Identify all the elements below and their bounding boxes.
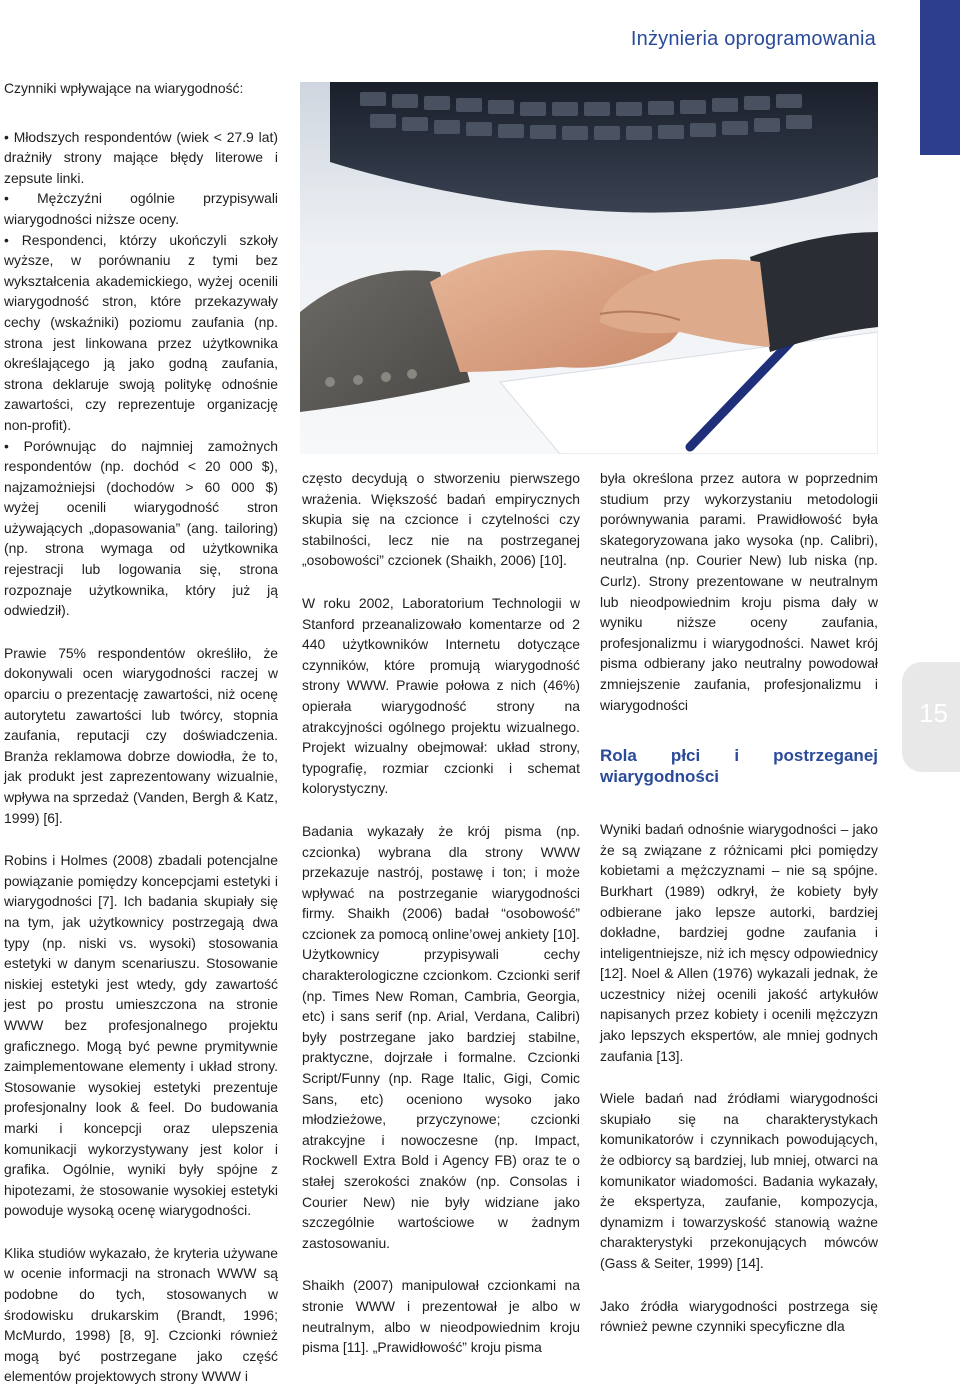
paragraph: często decydują o stworzeniu pierwszego wrażenia. Większość badań empirycznych skupia się na czcionce i czytelności czy stabilności, lecz nie na postrzeganej „osobowości” czcionek (Shaikh, 2006) [10]. — [302, 470, 580, 569]
paragraph: Shaikh (2007) manipulował czcionkami na stronie WWW i prezentował je albo w neutralnym, albo w nieodpowiednim kroju pisma [11]. „Prawidłowość” kroju pisma — [302, 1277, 580, 1356]
factors-list — [4, 127, 278, 621]
list-item: • Porównując do najmniej zamożnych respondentów (np. dochód < 20 000 $), najzamożniejsi (dochodów > 60 000 $) wyżej ocenili wiarygodność stron używających „dopasowania” (ang. tailoring) (np. strona wymaga od użytkownika rejestracji lub logowania się, strona rozpoznaje użytkownika, który już ją odwiedził). — [4, 436, 278, 621]
paragraph: Klika studiów wykazało, że kryteria używane w ocenie informacji na stronach WWW są podobne do tych, stosowanych w środowisku drukarskim (Brandt, 1996; McMurdo, 1998) [8, 9]. Czcionki również mogą być postrzegane jako część elementów projektowych strony WWW i — [4, 1244, 278, 1385]
column-left — [4, 78, 278, 1387]
paragraph: Wiele badań nad źródłami wiarygodności skupiało się na charakterystykach komunikatorów i czynnikach powodujących, że odbiorcy są bardziej, lub mniej, otwarci na komunikator wiadomości. Badania wykazały, że ekspertyza, zaufanie, kompozycja, dynamizm i towarzyskość stanowią ważne charakterystyki przekonujących mówców (Gass & Seiter, 1999) [14]. — [600, 1090, 878, 1271]
paragraph: Prawie 75% respondentów określiło, że dokonywali ocen wiarygodności raczej w oparciu o prezentację zawartości, niż ocenę autorytetu zawartości lub twórcy, stopnia zaufania, reputacji czy doświadczenia. Branża reklamowa dobrze dowiodła, że to, jak produkt jest zaprezentowany wizualnie, wpływa na sprzedaż (Vanden, Bergh & Katz, 1999) [6]. — [4, 644, 278, 826]
section-heading: Rola płci i postrzeganej wiarygodności — [600, 746, 878, 787]
paragraph: Jako źródła wiarygodności postrzega się również pewne czynniki specyficzne dla — [600, 1297, 878, 1335]
column-middle — [302, 468, 580, 1358]
paragraph: W roku 2002, Laboratorium Technologii w Stanford przeanalizowało komentarze od 2 440 użytkowników Internetu dotyczące czynników, które promują wiarygodność strony WWW. Prawie połowa z nich (46%) opierała wiarygodność strony na atrakcyjności ogólnego projektu wizualnego. Projekt wizualny obejmował: układ strony, typografię, rozmiar czcionki i schemat kolorystyczny. — [302, 594, 580, 797]
list-item: • Młodszych respondentów (wiek < 27.9 lat) drażniły strony mające błędy literowe i zepsute linki. — [4, 127, 278, 189]
factors-intro: Czynniki wpływające na wiarygodność: — [4, 80, 244, 96]
header-title: Inżynieria oprogramowania — [630, 28, 876, 50]
corner-accent-bar — [920, 0, 960, 155]
column-right — [600, 468, 878, 1337]
list-item: • Respondenci, którzy ukończyli szkoły wyższe, w porównaniu z tymi bez wykształcenia akademickiego, wyżej ocenili wiarygodność stron, które przekazywały cechy (wskaźniki) poziomu zaufania (np. strona jest linkowana przez użytkownika określającego ją jako godną zaufania, strona deklaruje swoją politykę odnośnie zawartości, czy reprezentuje organizację non-profit). — [4, 230, 278, 436]
handshake-image — [300, 82, 878, 454]
paragraph: Badania wykazały że krój pisma (np. czcionka) wybrana dla strony WWW przekazuje nastrój, postawę i ton; i może wpływać na postrzeganie wiarygodności firmy. Shaikh (2006) badał “osobowość” czcionek za pomocą online’owej ankiety [10]. Użytkownicy przypisywali cechy charakterologiczne czcionkom. Czcionki serif (np. Times New Roman, Cambria, Georgia, etc) i sans serif (np. Arial, Verdana, Calibri) były postrzegane jako bardziej stabilne, praktyczne, dojrzałe i formalne. Czcionki Script/Funny (np. Rage Italic, Gigi, Comic Sans, etc) oceniono wysoko jako młodzieżowe, przyczynowe; czcionki atrakcyjne i nowoczesne (np. Impact, Rockwell Extra Bold i Agency FB) oraz te o stałej szerokości znaków (np. Consolas i Courier New) nie były widziane jako szczególnie wartościowe w żadnym zastosowaniu. — [302, 822, 580, 1251]
paragraph: Robins i Holmes (2008) zbadali potencjalne powiązanie pomiędzy koncepcjami estetyki i wiarygodności [7]. Ich badania skupiały się na tym, jak użytkownicy postrzegają dwa typy (np. niski vs. wysoki) stosowania estetyki w danym scenariuszu. Stosowanie niskiej estetyki jest wtedy, gdy zawartość jest po prostu umieszczona na stronie WWW bez profesjonalnego projektu graficznego. Mogą być pewne prymitywnie zaimplementowane elementy i układ strony. Stosowanie wysokiej estetyki prezentuje profesjonalny look & feel. Do budowania marki i koncepcji oraz ulepszenia komunikacji wykorzystywany jest kolor i grafika. Ogólnie, wyniki były spójne z hipotezami, że stosowanie wysokiej estetyki powoduje wysoką ocenę wiarygodności. — [4, 852, 278, 1219]
handshake-photo — [300, 82, 878, 454]
list-item: • Mężczyźni ogólnie przypisywali wiarygodności niższe oceny. — [4, 188, 278, 229]
page-number: 15 — [919, 698, 948, 728]
paragraph: Wyniki badań odnośnie wiarygodności – jako że są związane z różnicami płci pomiędzy kobietami a mężczyznami – nie są spójne. Burkhart (1989) odkrył, że kobiety były odbierane jako lepsze autorki, bardziej dokładne, bardziej godne zaufania i inteligentniejsze, niż ich męscy odpowiednicy [12]. Noel & Allen (1976) wykazali jednak, że uczestnicy niżej ocenili jakość artykułów napisanych przez kobiety i ocenili mężczyzn jako lepszych ekspertów, ale mniej godnych zaufania [13]. — [600, 821, 878, 1064]
paragraph: była określona przez autora w poprzednim studium przy wykorzystaniu metodologii porównywania parami. Prawidłowość była skategoryzowana jako wysoka (np. Calibri), neutralna (np. Courier New) lub niska (np. Curlz). Strony prezentowane w neutralnym lub nieodpowiednim kroju pisma dały w wyniku niższe oceny zaufania, profesjonalizmu i wiarygodności. Nawet krój pisma odbierany jako neutralny powodował zmniejszenie zaufania, profesjonalizmu i wiarygodności — [600, 470, 878, 713]
